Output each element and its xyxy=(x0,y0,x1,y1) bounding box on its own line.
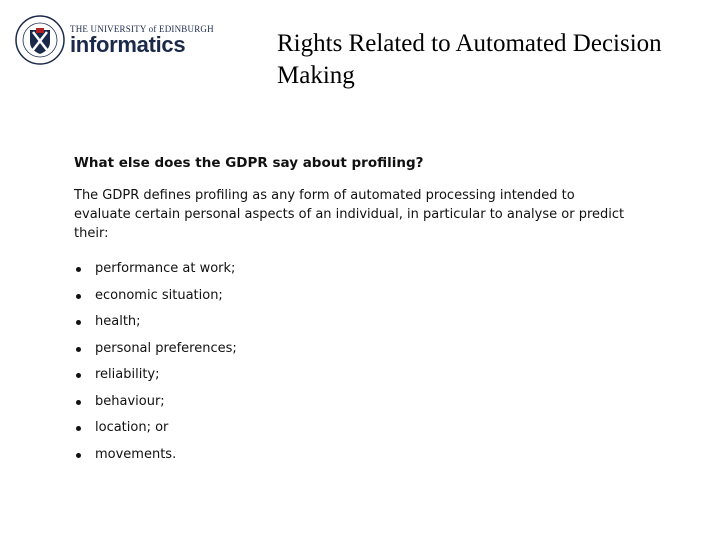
bullet-icon xyxy=(76,426,81,431)
university-logo xyxy=(14,14,214,70)
bullet-icon xyxy=(76,400,81,405)
list-item xyxy=(74,362,694,389)
list-item xyxy=(74,389,694,416)
department-name: informatics xyxy=(70,32,186,57)
section-heading: What else does the GDPR say about profiling? xyxy=(74,155,424,171)
slide-title: Rights Related to Automated Decision Making xyxy=(277,30,662,89)
list-item xyxy=(74,442,694,469)
bullet-icon xyxy=(76,294,81,299)
list-item-text: economic situation; xyxy=(95,287,223,303)
bullet-icon xyxy=(76,267,81,272)
slide-content xyxy=(74,155,694,468)
list-item-text: health; xyxy=(95,314,141,329)
bullet-icon xyxy=(76,453,81,458)
list-item-text: reliability; xyxy=(95,367,160,382)
bullet-icon xyxy=(76,320,81,325)
university-name: THE UNIVERSITY of EDINBURGH xyxy=(70,24,214,34)
list-item xyxy=(74,283,694,310)
list-item-text: personal preferences; xyxy=(95,340,237,356)
list-item xyxy=(74,256,694,283)
profiling-aspects-list xyxy=(74,256,694,468)
list-item xyxy=(74,309,694,336)
list-item-text: performance at work; xyxy=(95,261,236,276)
list-item xyxy=(74,336,694,363)
list-item-text: location; or xyxy=(95,420,169,435)
list-item xyxy=(74,415,694,442)
university-crest-icon xyxy=(14,14,66,66)
bullet-icon xyxy=(76,373,81,378)
bullet-icon xyxy=(76,347,81,352)
list-item-text: behaviour; xyxy=(95,393,165,409)
intro-paragraph: The GDPR defines profiling as any form of automated processing intended to evaluate certain personal aspects of an individual, in particular to analyse or predict their: xyxy=(74,188,625,241)
list-item-text: movements. xyxy=(95,446,177,462)
